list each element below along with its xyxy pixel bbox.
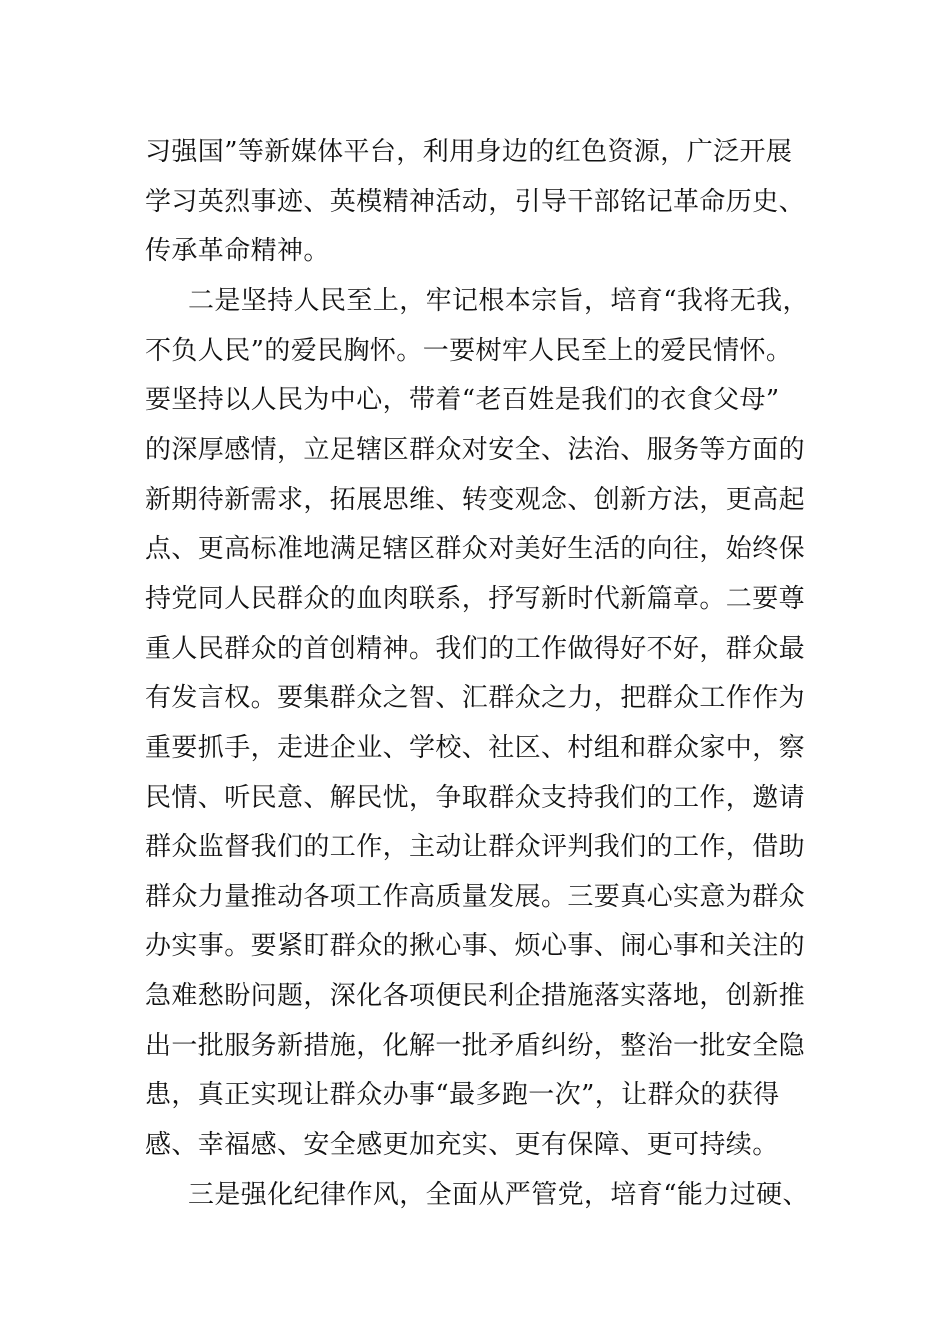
paragraph-start-line: 二是坚持人民至上，牢记根本宗旨，培育“我将无我，: [188, 286, 809, 316]
text-line: 新期待新需求，拓展思维、转变观念、创新方法，更高起: [145, 485, 806, 515]
text-line: 的深厚感情，立足辖区群众对安全、法治、服务等方面的: [145, 435, 806, 465]
paragraph-start-line: 三是强化纪律作风，全面从严管党，培育“能力过硬、: [188, 1180, 809, 1210]
text-line: 重要抓手，走进企业、学校、社区、村组和群众家中，察: [145, 733, 806, 763]
text-line: 急难愁盼问题，深化各项便民利企措施落实落地，创新推: [145, 981, 806, 1011]
text-line: 有发言权。要集群众之智、汇群众之力，把群众工作作为: [145, 683, 806, 713]
text-line: 学习英烈事迹、英模精神活动，引导干部铭记革命历史、: [145, 187, 806, 217]
text-line: 重人民群众的首创精神。我们的工作做得好不好，群众最: [145, 634, 806, 664]
text-line: 办实事。要紧盯群众的揪心事、烦心事、闹心事和关注的: [145, 931, 806, 961]
text-line: 持党同人民群众的血肉联系，抒写新时代新篇章。二要尊: [145, 584, 806, 614]
text-line: 民情、听民意、解民忧，争取群众支持我们的工作，邀请: [145, 783, 806, 813]
text-line: 要坚持以人民为中心，带着“老百姓是我们的衣食父母”: [145, 385, 780, 415]
text-line: 患，真正实现让群众办事“最多跑一次”，让群众的获得: [145, 1080, 780, 1110]
text-line: 传承革命精神。: [145, 236, 330, 266]
text-line: 出一批服务新措施，化解一批矛盾纠纷，整治一批安全隐: [145, 1031, 806, 1061]
text-line: 不负人民”的爱民胸怀。一要树牢人民至上的爱民情怀。: [145, 336, 793, 366]
text-line: 群众力量推动各项工作高质量发展。三要真心实意为群众: [145, 882, 806, 912]
text-line: 点、更高标准地满足辖区群众对美好生活的向往，始终保: [145, 534, 806, 564]
text-line: 群众监督我们的工作，主动让群众评判我们的工作，借助: [145, 832, 806, 862]
text-line: 感、幸福感、安全感更加充实、更有保障、更可持续。: [145, 1130, 779, 1160]
text-line: 习强国”等新媒体平台，利用身边的红色资源，广泛开展: [145, 137, 793, 167]
